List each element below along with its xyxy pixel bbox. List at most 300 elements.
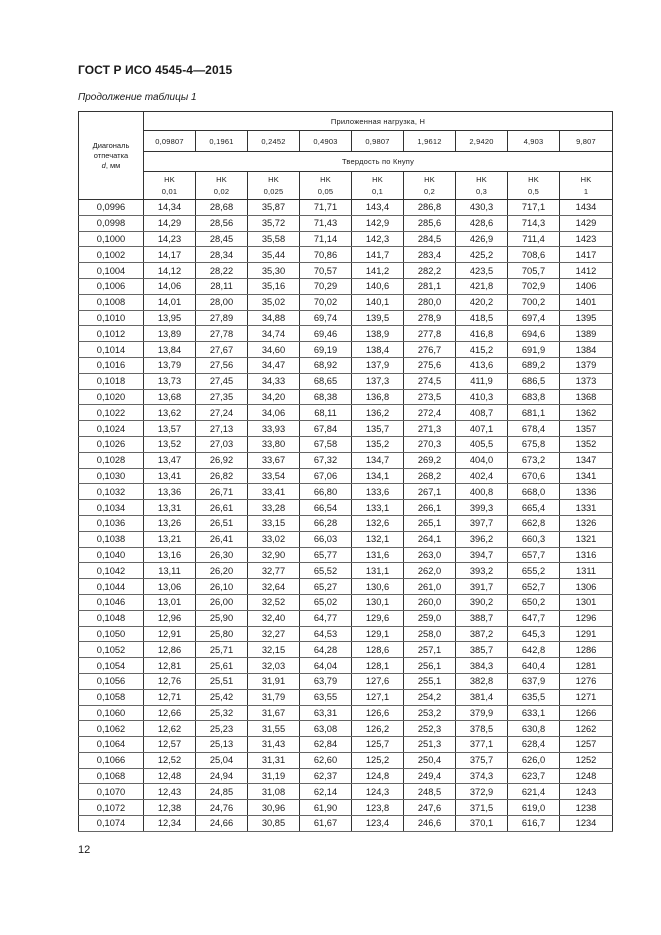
scale-load: 0,1 — [371, 186, 384, 196]
diagonal-cell: 0,1050 — [79, 626, 144, 642]
hardness-cell: 34,60 — [248, 342, 300, 358]
table-body — [79, 200, 613, 832]
hardness-cell: 1262 — [560, 721, 613, 737]
hardness-cell: 286,8 — [404, 200, 456, 216]
diagonal-cell: 0,1004 — [79, 263, 144, 279]
hardness-cell: 26,71 — [196, 484, 248, 500]
diagonal-cell: 0,1000 — [79, 231, 144, 247]
hardness-cell: 70,02 — [300, 294, 352, 310]
hardness-cell: 25,71 — [196, 642, 248, 658]
diagonal-cell: 0,1022 — [79, 405, 144, 421]
hardness-cell: 657,7 — [508, 547, 560, 563]
hardness-cell: 700,2 — [508, 294, 560, 310]
hardness-cell: 12,96 — [144, 610, 196, 626]
table-row — [79, 373, 613, 389]
hardness-cell: 133,1 — [352, 500, 404, 516]
hardness-cell: 140,6 — [352, 278, 404, 294]
scale-symbol: HK — [268, 174, 279, 184]
hardness-cell: 138,9 — [352, 326, 404, 342]
diagonal-cell: 0,1030 — [79, 468, 144, 484]
hardness-cell: 263,0 — [404, 547, 456, 563]
hardness-cell: 26,82 — [196, 468, 248, 484]
hardness-cell: 675,8 — [508, 436, 560, 452]
hardness-cell: 387,2 — [456, 626, 508, 642]
table-row — [79, 468, 613, 484]
table-header — [79, 112, 613, 200]
hardness-cell: 254,2 — [404, 689, 456, 705]
diagonal-cell: 0,1060 — [79, 705, 144, 721]
hardness-cell: 142,3 — [352, 231, 404, 247]
table-row — [79, 642, 613, 658]
hardness-cell: 1434 — [560, 200, 613, 216]
hardness-cell: 68,38 — [300, 389, 352, 405]
hardness-cell: 71,14 — [300, 231, 352, 247]
hardness-cell: 67,58 — [300, 436, 352, 452]
hardness-cell: 265,1 — [404, 515, 456, 531]
hardness-cell: 1373 — [560, 373, 613, 389]
scale-load: 0,025 — [263, 186, 284, 196]
hardness-cell: 35,30 — [248, 263, 300, 279]
diagonal-cell: 0,1018 — [79, 373, 144, 389]
table-row — [79, 263, 613, 279]
hardness-cell: 630,8 — [508, 721, 560, 737]
hardness-cell: 425,2 — [456, 247, 508, 263]
table-row — [79, 752, 613, 768]
hardness-cell: 655,2 — [508, 563, 560, 579]
hardness-cell: 14,12 — [144, 263, 196, 279]
hardness-cell: 33,80 — [248, 436, 300, 452]
hardness-cell: 135,2 — [352, 436, 404, 452]
hardness-cell: 1281 — [560, 658, 613, 674]
hardness-cell: 12,91 — [144, 626, 196, 642]
diagonal-cell: 0,1072 — [79, 800, 144, 816]
hardness-cell: 30,96 — [248, 800, 300, 816]
table-row — [79, 800, 613, 816]
hardness-cell: 13,52 — [144, 436, 196, 452]
hardness-cell: 1248 — [560, 768, 613, 784]
table-row — [79, 421, 613, 437]
hardness-cell: 125,2 — [352, 752, 404, 768]
hardness-cell: 34,47 — [248, 357, 300, 373]
hardness-cell: 270,3 — [404, 436, 456, 452]
hardness-cell: 137,9 — [352, 357, 404, 373]
hardness-cell: 1311 — [560, 563, 613, 579]
hardness-cell: 637,9 — [508, 673, 560, 689]
hardness-cell: 13,84 — [144, 342, 196, 358]
hardness-cell: 683,8 — [508, 389, 560, 405]
hardness-cell: 67,06 — [300, 468, 352, 484]
hardness-cell: 14,23 — [144, 231, 196, 247]
hardness-cell: 705,7 — [508, 263, 560, 279]
hardness-cell: 249,4 — [404, 768, 456, 784]
scale-header — [300, 172, 352, 200]
hardness-cell: 33,28 — [248, 500, 300, 516]
hardness-cell: 1271 — [560, 689, 613, 705]
table-row — [79, 705, 613, 721]
diagonal-header — [79, 112, 144, 200]
hardness-cell: 13,62 — [144, 405, 196, 421]
hardness-cell: 13,95 — [144, 310, 196, 326]
hardness-cell: 27,24 — [196, 405, 248, 421]
hardness-cell: 660,3 — [508, 531, 560, 547]
hardness-cell: 284,5 — [404, 231, 456, 247]
hardness-cell: 13,73 — [144, 373, 196, 389]
page-number: 12 — [78, 844, 91, 856]
hardness-cell: 1331 — [560, 500, 613, 516]
hardness-cell: 252,3 — [404, 721, 456, 737]
table-row — [79, 515, 613, 531]
scale-symbol: HK — [476, 174, 487, 184]
hardness-cell: 377,1 — [456, 737, 508, 753]
diagonal-cell: 0,1058 — [79, 689, 144, 705]
hardness-cell: 25,80 — [196, 626, 248, 642]
hardness-cell: 702,9 — [508, 278, 560, 294]
hardness-table — [78, 111, 613, 832]
hardness-cell: 652,7 — [508, 579, 560, 595]
hardness-cell: 647,7 — [508, 610, 560, 626]
hardness-cell: 635,5 — [508, 689, 560, 705]
hardness-cell: 135,7 — [352, 421, 404, 437]
table-row — [79, 784, 613, 800]
hardness-cell: 262,0 — [404, 563, 456, 579]
hardness-cell: 25,42 — [196, 689, 248, 705]
scale-header — [144, 172, 196, 200]
diagonal-cell: 0,1054 — [79, 658, 144, 674]
hardness-cell: 32,77 — [248, 563, 300, 579]
hardness-cell: 132,6 — [352, 515, 404, 531]
hardness-cell: 1286 — [560, 642, 613, 658]
hardness-cell: 708,6 — [508, 247, 560, 263]
hardness-cell: 70,29 — [300, 278, 352, 294]
hardness-cell: 407,1 — [456, 421, 508, 437]
hardness-cell: 69,46 — [300, 326, 352, 342]
hardness-cell: 385,7 — [456, 642, 508, 658]
hardness-cell: 1362 — [560, 405, 613, 421]
table-row — [79, 389, 613, 405]
hardness-cell: 12,76 — [144, 673, 196, 689]
hardness-cell: 27,35 — [196, 389, 248, 405]
load-value: 0,9807 — [352, 131, 404, 152]
scale-symbol: HK — [424, 174, 435, 184]
hardness-cell: 66,28 — [300, 515, 352, 531]
hardness-cell: 400,8 — [456, 484, 508, 500]
hardness-cell: 25,61 — [196, 658, 248, 674]
hardness-cell: 391,7 — [456, 579, 508, 595]
hardness-cell: 34,33 — [248, 373, 300, 389]
hardness-cell: 131,1 — [352, 563, 404, 579]
diagonal-cell: 0,1048 — [79, 610, 144, 626]
hardness-cell: 130,1 — [352, 594, 404, 610]
hardness-cell: 34,74 — [248, 326, 300, 342]
hardness-cell: 378,5 — [456, 721, 508, 737]
hardness-cell: 32,15 — [248, 642, 300, 658]
hardness-cell: 430,3 — [456, 200, 508, 216]
hardness-cell: 259,0 — [404, 610, 456, 626]
diagonal-cell: 0,0998 — [79, 215, 144, 231]
hardness-cell: 258,0 — [404, 626, 456, 642]
hardness-cell: 256,1 — [404, 658, 456, 674]
hardness-cell: 33,93 — [248, 421, 300, 437]
scale-header — [352, 172, 404, 200]
hardness-cell: 63,31 — [300, 705, 352, 721]
hardness-cell: 123,4 — [352, 816, 404, 832]
hardness-cell: 24,76 — [196, 800, 248, 816]
hardness-cell: 24,94 — [196, 768, 248, 784]
hardness-cell: 27,45 — [196, 373, 248, 389]
hardness-cell: 12,52 — [144, 752, 196, 768]
hardness-cell: 12,43 — [144, 784, 196, 800]
hardness-cell: 35,44 — [248, 247, 300, 263]
hardness-cell: 62,14 — [300, 784, 352, 800]
hardness-cell: 371,5 — [456, 800, 508, 816]
loads-row — [79, 131, 613, 152]
hardness-cell: 64,28 — [300, 642, 352, 658]
hardness-cell: 251,3 — [404, 737, 456, 753]
diagonal-cell: 0,1008 — [79, 294, 144, 310]
hardness-cell: 1357 — [560, 421, 613, 437]
hardness-cell: 32,64 — [248, 579, 300, 595]
table-row — [79, 547, 613, 563]
hardness-cell: 35,02 — [248, 294, 300, 310]
hardness-cell: 12,81 — [144, 658, 196, 674]
hardness-cell: 28,34 — [196, 247, 248, 263]
hardness-cell: 67,32 — [300, 452, 352, 468]
hardness-cell: 280,0 — [404, 294, 456, 310]
hardness-cell: 12,57 — [144, 737, 196, 753]
scale-load: 0,3 — [475, 186, 488, 196]
hardness-cell: 393,2 — [456, 563, 508, 579]
hardness-cell: 64,53 — [300, 626, 352, 642]
hardness-cell: 133,6 — [352, 484, 404, 500]
hardness-cell: 28,11 — [196, 278, 248, 294]
table-row — [79, 721, 613, 737]
hardness-cell: 691,9 — [508, 342, 560, 358]
diagonal-cell: 0,1034 — [79, 500, 144, 516]
hardness-cell: 24,85 — [196, 784, 248, 800]
hardness-cell: 668,0 — [508, 484, 560, 500]
hardness-cell: 35,16 — [248, 278, 300, 294]
hardness-cell: 33,02 — [248, 531, 300, 547]
hardness-cell: 70,57 — [300, 263, 352, 279]
hardness-cell: 405,5 — [456, 436, 508, 452]
hardness-cell: 642,8 — [508, 642, 560, 658]
hardness-cell: 28,68 — [196, 200, 248, 216]
hardness-cell: 250,4 — [404, 752, 456, 768]
hardness-cell: 25,51 — [196, 673, 248, 689]
diagonal-cell: 0,1014 — [79, 342, 144, 358]
hardness-cell: 1395 — [560, 310, 613, 326]
hardness-cell: 1341 — [560, 468, 613, 484]
hardness-cell: 13,31 — [144, 500, 196, 516]
hardness-cell: 128,1 — [352, 658, 404, 674]
load-value: 2,9420 — [456, 131, 508, 152]
hardness-cell: 65,77 — [300, 547, 352, 563]
hardness-cell: 14,34 — [144, 200, 196, 216]
hardness-cell: 272,4 — [404, 405, 456, 421]
hardness-cell: 63,08 — [300, 721, 352, 737]
load-value: 4,903 — [508, 131, 560, 152]
hardness-cell: 129,1 — [352, 626, 404, 642]
diagonal-cell: 0,1056 — [79, 673, 144, 689]
hardness-cell: 662,8 — [508, 515, 560, 531]
scale-load: 0,02 — [213, 186, 230, 196]
diagonal-unit: , мм — [105, 160, 121, 170]
hardness-cell: 697,4 — [508, 310, 560, 326]
hardness-cell: 282,2 — [404, 263, 456, 279]
hardness-cell: 25,13 — [196, 737, 248, 753]
table-row — [79, 531, 613, 547]
hardness-cell: 26,61 — [196, 500, 248, 516]
scale-header — [560, 172, 613, 200]
hardness-cell: 28,45 — [196, 231, 248, 247]
table-caption: Продолжение таблицы 1 — [78, 92, 197, 103]
hardness-cell: 13,21 — [144, 531, 196, 547]
hardness-cell: 278,9 — [404, 310, 456, 326]
table-row — [79, 594, 613, 610]
diagonal-cell: 0,1036 — [79, 515, 144, 531]
diagonal-cell: 0,1016 — [79, 357, 144, 373]
hardness-cell: 375,7 — [456, 752, 508, 768]
hardness-cell: 396,2 — [456, 531, 508, 547]
hardness-cell: 33,67 — [248, 452, 300, 468]
hardness-cell: 253,2 — [404, 705, 456, 721]
hardness-cell: 13,68 — [144, 389, 196, 405]
diagonal-cell: 0,1052 — [79, 642, 144, 658]
table-row — [79, 278, 613, 294]
diagonal-cell: 0,1044 — [79, 579, 144, 595]
hardness-cell: 31,08 — [248, 784, 300, 800]
diagonal-cell: 0,1040 — [79, 547, 144, 563]
hardness-cell: 621,4 — [508, 784, 560, 800]
scale-header — [508, 172, 560, 200]
hardness-cell: 125,7 — [352, 737, 404, 753]
diagonal-line2: отпечатка — [93, 150, 129, 160]
table-row — [79, 610, 613, 626]
hardness-cell: 1276 — [560, 673, 613, 689]
hardness-cell: 31,91 — [248, 673, 300, 689]
table-row — [79, 768, 613, 784]
hardness-cell: 126,6 — [352, 705, 404, 721]
hardness-cell: 13,41 — [144, 468, 196, 484]
hardness-cell: 142,9 — [352, 215, 404, 231]
hardness-cell: 32,27 — [248, 626, 300, 642]
hardness-cell: 31,31 — [248, 752, 300, 768]
diagonal-cell: 0,1062 — [79, 721, 144, 737]
diagonal-cell: 0,1002 — [79, 247, 144, 263]
hardness-cell: 32,03 — [248, 658, 300, 674]
hardness-cell: 382,8 — [456, 673, 508, 689]
hardness-cell: 26,10 — [196, 579, 248, 595]
hardness-cell: 1238 — [560, 800, 613, 816]
diagonal-cell: 0,1026 — [79, 436, 144, 452]
hardness-cell: 1406 — [560, 278, 613, 294]
hardness-cell: 1384 — [560, 342, 613, 358]
diagonal-cell: 0,0996 — [79, 200, 144, 216]
hardness-cell: 126,2 — [352, 721, 404, 737]
hardness-cell: 13,79 — [144, 357, 196, 373]
hardness-cell: 1429 — [560, 215, 613, 231]
hardness-cell: 25,04 — [196, 752, 248, 768]
hardness-cell: 132,1 — [352, 531, 404, 547]
scale-header — [456, 172, 508, 200]
table-row — [79, 357, 613, 373]
hardness-cell: 717,1 — [508, 200, 560, 216]
hardness-cell: 628,4 — [508, 737, 560, 753]
hardness-cell: 13,11 — [144, 563, 196, 579]
hardness-cell: 131,6 — [352, 547, 404, 563]
hardness-cell: 1336 — [560, 484, 613, 500]
hardness-cell: 68,65 — [300, 373, 352, 389]
hardness-cell: 394,7 — [456, 547, 508, 563]
hardness-cell: 34,88 — [248, 310, 300, 326]
diagonal-cell: 0,1070 — [79, 784, 144, 800]
hardness-cell: 12,86 — [144, 642, 196, 658]
table-row — [79, 563, 613, 579]
scale-load: 0,5 — [527, 186, 540, 196]
hardness-cell: 13,06 — [144, 579, 196, 595]
hardness-cell: 134,7 — [352, 452, 404, 468]
hardness-cell: 67,84 — [300, 421, 352, 437]
hardness-cell: 12,34 — [144, 816, 196, 832]
hardness-cell: 12,71 — [144, 689, 196, 705]
hardness-cell: 69,74 — [300, 310, 352, 326]
hardness-cell: 64,04 — [300, 658, 352, 674]
diagonal-cell: 0,1074 — [79, 816, 144, 832]
hardness-cell: 66,54 — [300, 500, 352, 516]
hardness-cell: 285,6 — [404, 215, 456, 231]
hardness-cell: 1389 — [560, 326, 613, 342]
table-row — [79, 436, 613, 452]
hardness-cell: 428,6 — [456, 215, 508, 231]
hardness-cell: 33,41 — [248, 484, 300, 500]
hardness-cell: 267,1 — [404, 484, 456, 500]
hardness-cell: 1301 — [560, 594, 613, 610]
table-row — [79, 689, 613, 705]
table-row — [79, 200, 613, 216]
hardness-cell: 370,1 — [456, 816, 508, 832]
hardness-cell: 31,55 — [248, 721, 300, 737]
hardness-cell: 26,41 — [196, 531, 248, 547]
hardness-cell: 64,77 — [300, 610, 352, 626]
hardness-cell: 13,57 — [144, 421, 196, 437]
hardness-cell: 623,7 — [508, 768, 560, 784]
hardness-cell: 26,30 — [196, 547, 248, 563]
hardness-cell: 65,02 — [300, 594, 352, 610]
hardness-cell: 388,7 — [456, 610, 508, 626]
load-value: 0,4903 — [300, 131, 352, 152]
scale-load: 0,2 — [423, 186, 436, 196]
hardness-cell: 1296 — [560, 610, 613, 626]
scale-load: 0,05 — [317, 186, 334, 196]
table-row — [79, 405, 613, 421]
table-row — [79, 658, 613, 674]
hardness-cell: 413,6 — [456, 357, 508, 373]
hardness-cell: 410,3 — [456, 389, 508, 405]
hardness-cell: 33,54 — [248, 468, 300, 484]
hardness-cell: 1379 — [560, 357, 613, 373]
hardness-cell: 27,56 — [196, 357, 248, 373]
hardness-cell: 31,79 — [248, 689, 300, 705]
hardness-cell: 1423 — [560, 231, 613, 247]
hardness-cell: 421,8 — [456, 278, 508, 294]
hardness-cell: 70,86 — [300, 247, 352, 263]
table-row — [79, 673, 613, 689]
hardness-cell: 62,84 — [300, 737, 352, 753]
scale-header — [404, 172, 456, 200]
hardness-cell: 143,4 — [352, 200, 404, 216]
load-value: 0,1961 — [196, 131, 248, 152]
hardness-cell: 31,43 — [248, 737, 300, 753]
